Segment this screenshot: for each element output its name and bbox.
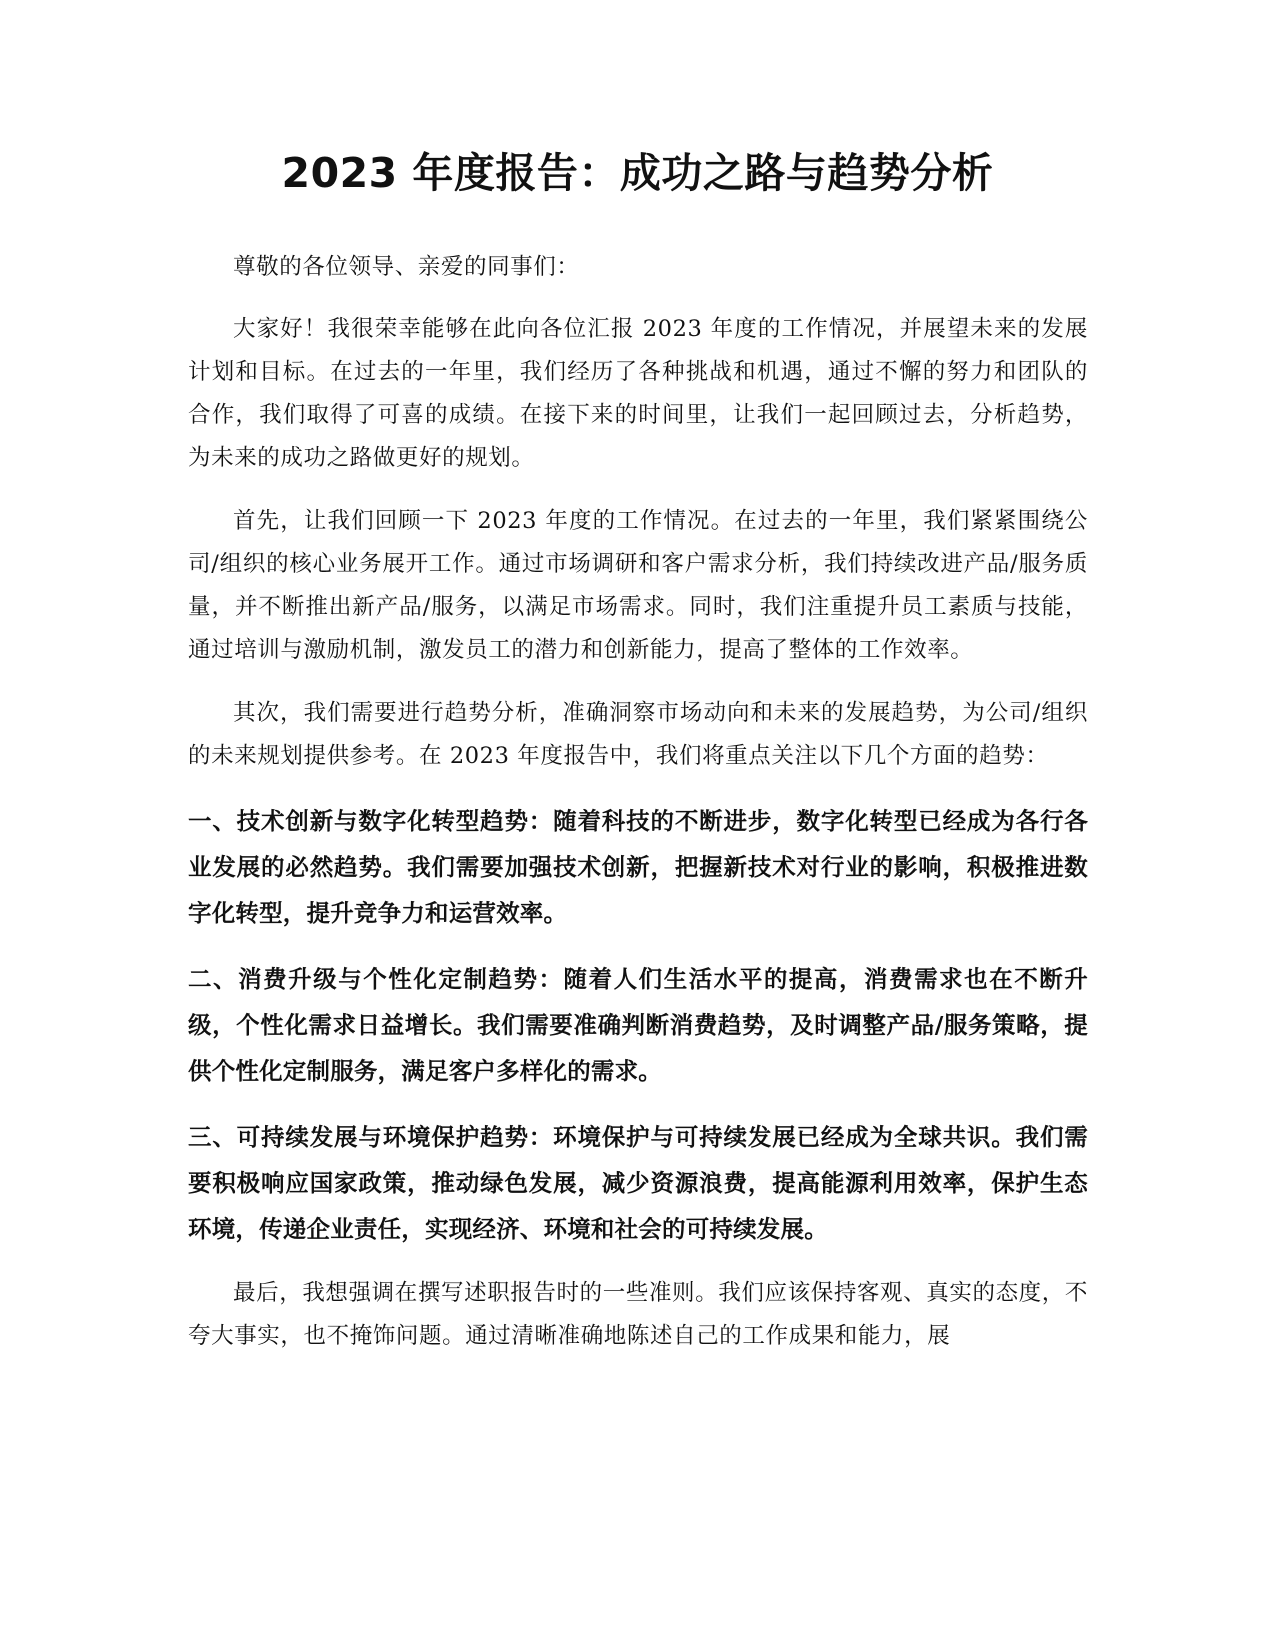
trend-item-consumption: 二、消费升级与个性化定制趋势：随着人们生活水平的提高，消费需求也在不断升级，个性化需求日益增长。我们需要准确判断消费趋势，及时调整产品/服务策略，提供个性化定制服务，满足客户多样化的需求。	[188, 965, 1088, 1085]
review-paragraph: 首先，让我们回顾一下 2023 年度的工作情况。在过去的一年里，我们紧紧围绕公司/组织的核心业务展开工作。通过市场调研和客户需求分析，我们持续改进产品/服务质量，并不断推出新产品/服务，以满足市场需求。同时，我们注重提升员工素质与技能，通过培训与激励机制，激发员工的潜力和创新能力，提高了整体的工作效率。	[188, 508, 1088, 663]
document-title: 2023 年度报告：成功之路与趋势分析	[281, 149, 994, 197]
closing-paragraph: 最后，我想强调在撰写述职报告时的一些准则。我们应该保持客观、真实的态度，不夸大事实，也不掩饰问题。通过清晰准确地陈述自己的工作成果和能力，展	[188, 1280, 1088, 1349]
trend-item-technology: 一、技术创新与数字化转型趋势：随着科技的不断进步，数字化转型已经成为各行各业发展的必然趋势。我们需要加强技术创新，把握新技术对行业的影响，积极推进数字化转型，提升竞争力和运营效率。	[188, 807, 1088, 927]
greeting-paragraph: 尊敬的各位领导、亲爱的同事们：	[233, 254, 580, 280]
trend-item-sustainability: 三、可持续发展与环境保护趋势：环境保护与可持续发展已经成为全球共识。我们需要积极响应国家政策，推动绿色发展，减少资源浪费，提高能源利用效率，保护生态环境，传递企业责任，实现经济、环境和社会的可持续发展。	[188, 1123, 1088, 1243]
trend-intro-paragraph: 其次，我们需要进行趋势分析，准确洞察市场动向和未来的发展趋势，为公司/组织的未来规划提供参考。在 2023 年度报告中，我们将重点关注以下几个方面的趋势：	[188, 700, 1088, 769]
intro-paragraph: 大家好！我很荣幸能够在此向各位汇报 2023 年度的工作情况，并展望未来的发展计划和目标。在过去的一年里，我们经历了各种挑战和机遇，通过不懈的努力和团队的合作，我们取得了可喜的成绩。在接下来的时间里，让我们一起回顾过去，分析趋势，为未来的成功之路做更好的规划。	[188, 316, 1088, 471]
document-body	[188, 246, 1088, 1378]
